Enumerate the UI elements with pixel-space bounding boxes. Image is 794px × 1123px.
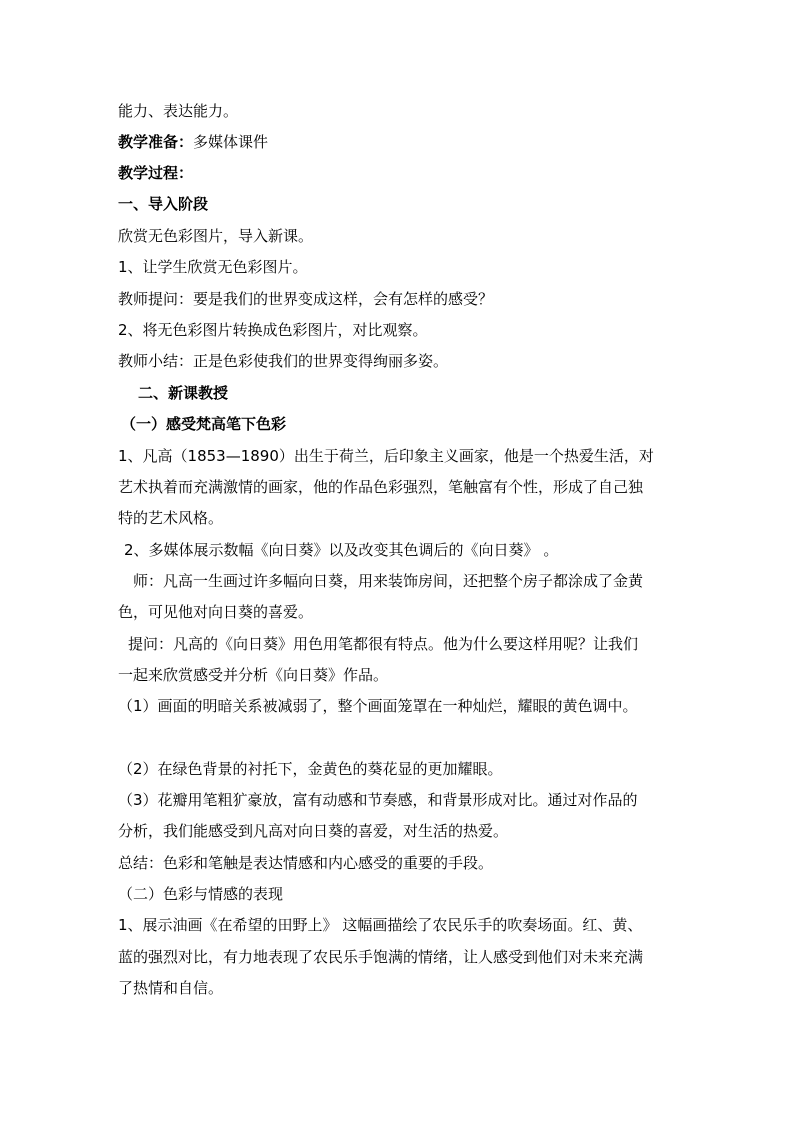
text-span: 多媒体课件 xyxy=(193,133,269,151)
section-heading: 一、导入阶段 xyxy=(118,195,209,213)
section-label: 教学准备： xyxy=(118,133,194,151)
text-line: 提问：凡高的《向日葵》用色用笔都很有特点。他为什么要这样用呢？让我们 xyxy=(128,635,639,653)
text-line: 教师小结：正是色彩使我们的世界变得绚丽多姿。 xyxy=(118,352,449,370)
text-line: 总结：色彩和笔触是表达情感和内心感受的重要的手段。 xyxy=(118,854,494,872)
section-heading: 教学过程： xyxy=(118,164,194,182)
subsection-heading: （一）感受梵高笔下色彩 xyxy=(121,415,287,433)
text-line: 欣赏无色彩图片，导入新课。 xyxy=(118,227,314,245)
text-line: 色，可见他对向日葵的喜爱。 xyxy=(118,603,314,621)
text-line: 分析，我们能感受到凡高对向日葵的喜爱，对生活的热爱。 xyxy=(118,822,509,840)
text-line: 2、多媒体展示数幅《向日葵》以及改变其色调后的《向日葵》 。 xyxy=(124,541,559,559)
subsection-heading: （二）色彩与情感的表现 xyxy=(118,885,284,903)
section-heading: 二、新课教授 xyxy=(138,384,229,402)
text-line: （3）花瓣用笔粗犷豪放，富有动感和节奏感，和背景形成对比。通过对作品的 xyxy=(118,791,638,809)
text-line: 1、让学生欣赏无色彩图片。 xyxy=(118,258,308,276)
text-line: 师：凡高一生画过许多幅向日葵，用来装饰房间，还把整个房子都涂成了金黄 xyxy=(133,572,644,590)
text-line xyxy=(118,132,678,152)
text-line: 蓝的强烈对比，有力地表现了农民乐手饱满的情绪，让人感受到他们对未来充满 xyxy=(118,948,644,966)
text-line: 了热情和自信。 xyxy=(118,979,224,997)
text-line: 一起来欣赏感受并分析《向日葵》作品。 xyxy=(118,666,389,684)
text-line: （2）在绿色背景的衬托下，金黄色的葵花显的更加耀眼。 xyxy=(118,760,503,778)
text-line: 2、将无色彩图片转换成色彩图片，对比观察。 xyxy=(118,321,428,339)
text-line: 教师提问：要是我们的世界变成这样，会有怎样的感受？ xyxy=(118,290,494,308)
text-line: 特的艺术风格。 xyxy=(118,509,224,527)
text-line: 能力、表达能力。 xyxy=(118,102,239,120)
text-line: 1、凡高（1853—1890）出生于荷兰，后印象主义画家，他是一个热爱生活，对 xyxy=(118,447,654,465)
text-line: 艺术执着而充满激情的画家，他的作品色彩强烈，笔触富有个性，形成了自己独 xyxy=(118,478,644,496)
text-line: 1、展示油画《在希望的田野上》 这幅画描绘了农民乐手的吹奏场面。红、黄、 xyxy=(118,916,643,934)
text-line: （1）画面的明暗关系被减弱了，整个画面笼罩在一种灿烂，耀眼的黄色调中。 xyxy=(118,697,638,715)
